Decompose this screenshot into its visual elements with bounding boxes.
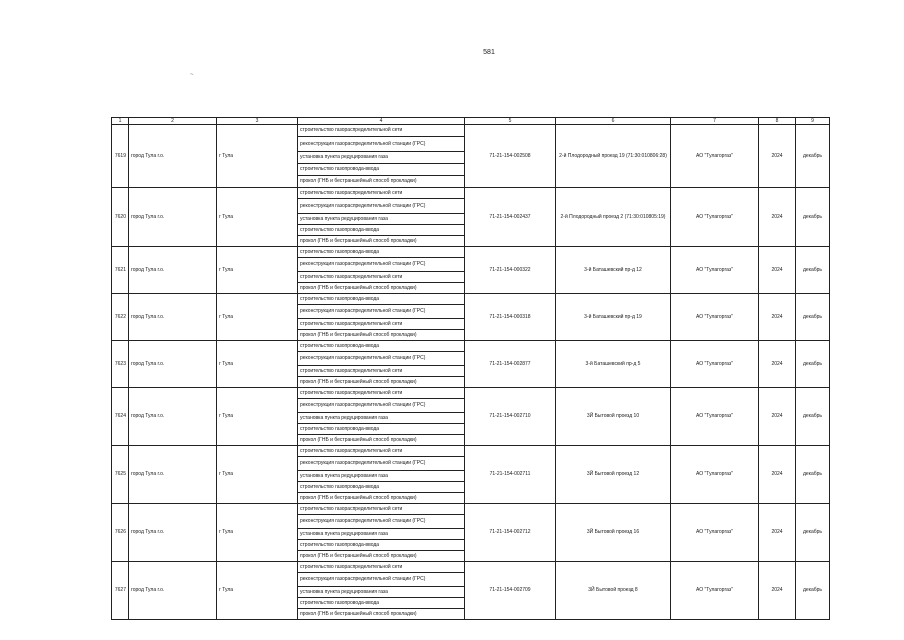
work-type-cell: реконструкция газораспределительной станции (ГРС)	[298, 457, 465, 471]
work-type-cell: прокол (ГНБ и бестраншейный способ прокладки)	[298, 551, 465, 562]
work-type-cell: прокол (ГНБ и бестраншейный способ прокладки)	[298, 377, 465, 388]
municipality-cell: город Тула г.о.	[129, 446, 217, 504]
address-cell: 3Й Бытовой проезд 16	[556, 504, 671, 562]
header-cell: 4	[298, 118, 465, 125]
work-type-cell: строительство газораспределительной сети	[298, 272, 465, 283]
work-type-cell: строительство газораспределительной сети	[298, 319, 465, 330]
settlement-cell: г Тула	[217, 294, 298, 341]
operator-cell: АО "Тулагоргаз"	[671, 388, 759, 446]
work-type-cell: установка пункта редуцирования газа	[298, 214, 465, 225]
header-cell: 9	[796, 118, 830, 125]
work-type-cell: реконструкция газораспределительной станции (ГРС)	[298, 573, 465, 587]
work-row	[112, 446, 830, 457]
entry-number: 7626	[112, 504, 129, 562]
header-cell: 5	[465, 118, 556, 125]
object-code-cell: 71-21-154-002712	[465, 504, 556, 562]
month-cell: декабрь	[796, 294, 830, 341]
work-type-cell: строительство газораспределительной сети	[298, 188, 465, 199]
year-cell: 2024	[759, 562, 796, 620]
work-type-cell: строительство газораспределительной сети	[298, 446, 465, 457]
work-row	[112, 504, 830, 515]
address-cell: 3-й Баташевский пр-д 5	[556, 341, 671, 388]
work-type-cell: прокол (ГНБ и бестраншейный способ прокладки)	[298, 330, 465, 341]
month-cell: декабрь	[796, 562, 830, 620]
work-row	[112, 188, 830, 199]
address-cell: 2-й Плодородный проезд 19 (71:30:010806:28)	[556, 125, 671, 188]
work-type-cell: прокол (ГНБ и бестраншейный способ прокладки)	[298, 609, 465, 620]
address-cell: 3-й Баташевский пр-д 19	[556, 294, 671, 341]
address-cell: 3-й Баташевский пр-д 12	[556, 247, 671, 294]
municipality-cell: город Тула г.о.	[129, 341, 217, 388]
work-type-cell: строительство газопровода-ввода	[298, 482, 465, 493]
operator-cell: АО "Тулагоргаз"	[671, 341, 759, 388]
month-cell: декабрь	[796, 341, 830, 388]
municipality-cell: город Тула г.о.	[129, 188, 217, 247]
work-type-cell: установка пункта редуцирования газа	[298, 471, 465, 482]
entry-number: 7627	[112, 562, 129, 620]
year-cell: 2024	[759, 388, 796, 446]
entry-number: 7623	[112, 341, 129, 388]
year-cell: 2024	[759, 188, 796, 247]
municipality-cell: город Тула г.о.	[129, 504, 217, 562]
address-cell: 2-й Плодородный проезд 2 (71:30:010805:19)	[556, 188, 671, 247]
operator-cell: АО "Тулагоргаз"	[671, 562, 759, 620]
work-type-cell: прокол (ГНБ и бестраншейный способ прокладки)	[298, 283, 465, 294]
register-table	[111, 117, 830, 620]
municipality-cell: город Тула г.о.	[129, 294, 217, 341]
settlement-cell: г Тула	[217, 562, 298, 620]
month-cell: декабрь	[796, 247, 830, 294]
work-type-cell: реконструкция газораспределительной станции (ГРС)	[298, 258, 465, 272]
address-cell: 3Й Бытовой проезд 8	[556, 562, 671, 620]
month-cell: декабрь	[796, 446, 830, 504]
work-type-cell: установка пункта редуцирования газа	[298, 152, 465, 164]
header-row	[112, 118, 830, 125]
month-cell: декабрь	[796, 388, 830, 446]
year-cell: 2024	[759, 125, 796, 188]
work-type-cell: реконструкция газораспределительной станции (ГРС)	[298, 199, 465, 214]
settlement-cell: г Тула	[217, 188, 298, 247]
operator-cell: АО "Тулагоргаз"	[671, 125, 759, 188]
work-type-cell: реконструкция газораспределительной станции (ГРС)	[298, 305, 465, 319]
entry-number: 7621	[112, 247, 129, 294]
work-type-cell: строительство газораспределительной сети	[298, 504, 465, 515]
work-type-cell: строительство газопровода-ввода	[298, 294, 465, 305]
settlement-cell: г Тула	[217, 388, 298, 446]
work-type-cell: реконструкция газораспределительной станции (ГРС)	[298, 352, 465, 366]
month-cell: декабрь	[796, 188, 830, 247]
work-type-cell: прокол (ГНБ и бестраншейный способ прокладки)	[298, 176, 465, 188]
work-type-cell: строительство газораспределительной сети	[298, 562, 465, 573]
work-type-cell: прокол (ГНБ и бестраншейный способ прокладки)	[298, 236, 465, 247]
settlement-cell: г Тула	[217, 341, 298, 388]
work-type-cell: строительство газопровода-ввода	[298, 341, 465, 352]
settlement-cell: г Тула	[217, 247, 298, 294]
settlement-cell: г Тула	[217, 446, 298, 504]
month-cell: декабрь	[796, 125, 830, 188]
work-type-cell: реконструкция газораспределительной станции (ГРС)	[298, 515, 465, 529]
work-row	[112, 294, 830, 305]
work-type-cell: строительство газопровода-ввода	[298, 598, 465, 609]
work-type-cell: строительство газораспределительной сети	[298, 125, 465, 137]
year-cell: 2024	[759, 247, 796, 294]
work-type-cell: строительство газопровода-ввода	[298, 247, 465, 258]
address-cell: 3Й Бытовой проезд 10	[556, 388, 671, 446]
work-type-cell: установка пункта редуцирования газа	[298, 587, 465, 598]
object-code-cell: 71-21-154-002437	[465, 188, 556, 247]
object-code-cell: 71-21-154-002709	[465, 562, 556, 620]
work-type-cell: прокол (ГНБ и бестраншейный способ прокладки)	[298, 435, 465, 446]
address-cell: 3Й Бытовой проезд 12	[556, 446, 671, 504]
object-code-cell: 71-21-154-002877	[465, 341, 556, 388]
operator-cell: АО "Тулагоргаз"	[671, 247, 759, 294]
header-cell: 3	[217, 118, 298, 125]
year-cell: 2024	[759, 446, 796, 504]
object-code-cell: 71-21-154-002508	[465, 125, 556, 188]
object-code-cell: 71-21-154-002710	[465, 388, 556, 446]
object-code-cell: 71-21-154-000322	[465, 247, 556, 294]
municipality-cell: город Тула г.о.	[129, 388, 217, 446]
work-row	[112, 388, 830, 399]
month-cell: декабрь	[796, 504, 830, 562]
entry-number: 7624	[112, 388, 129, 446]
work-row	[112, 562, 830, 573]
work-type-cell: реконструкция газораспределительной станции (ГРС)	[298, 399, 465, 413]
municipality-cell: город Тула г.о.	[129, 125, 217, 188]
work-type-cell: установка пункта редуцирования газа	[298, 529, 465, 540]
work-type-cell: строительство газораспределительной сети	[298, 388, 465, 399]
work-type-cell: прокол (ГНБ и бестраншейный способ прокладки)	[298, 493, 465, 504]
entry-number: 7620	[112, 188, 129, 247]
year-cell: 2024	[759, 294, 796, 341]
object-code-cell: 71-21-154-000318	[465, 294, 556, 341]
operator-cell: АО "Тулагоргаз"	[671, 188, 759, 247]
operator-cell: АО "Тулагоргаз"	[671, 294, 759, 341]
stray-mark: ~	[190, 72, 194, 78]
work-type-cell: строительство газопровода-ввода	[298, 164, 465, 176]
entry-number: 7622	[112, 294, 129, 341]
settlement-cell: г Тула	[217, 125, 298, 188]
work-type-cell: строительство газопровода-ввода	[298, 424, 465, 435]
work-type-cell: установка пункта редуцирования газа	[298, 413, 465, 424]
header-cell: 7	[671, 118, 759, 125]
settlement-cell: г Тула	[217, 504, 298, 562]
municipality-cell: город Тула г.о.	[129, 247, 217, 294]
header-cell: 1	[112, 118, 129, 125]
work-type-cell: строительство газопровода-ввода	[298, 540, 465, 551]
work-row	[112, 125, 830, 137]
year-cell: 2024	[759, 504, 796, 562]
municipality-cell: город Тула г.о.	[129, 562, 217, 620]
operator-cell: АО "Тулагоргаз"	[671, 446, 759, 504]
work-row	[112, 341, 830, 352]
page-number: 581	[483, 49, 495, 56]
work-type-cell: строительство газопровода-ввода	[298, 225, 465, 236]
register-body	[112, 118, 830, 620]
entry-number: 7619	[112, 125, 129, 188]
entry-number: 7625	[112, 446, 129, 504]
header-cell: 8	[759, 118, 796, 125]
header-cell: 2	[129, 118, 217, 125]
operator-cell: АО "Тулагоргаз"	[671, 504, 759, 562]
year-cell: 2024	[759, 341, 796, 388]
work-type-cell: строительство газораспределительной сети	[298, 366, 465, 377]
work-type-cell: реконструкция газораспределительной станции (ГРС)	[298, 137, 465, 152]
work-row	[112, 247, 830, 258]
header-cell: 6	[556, 118, 671, 125]
object-code-cell: 71-21-154-002711	[465, 446, 556, 504]
